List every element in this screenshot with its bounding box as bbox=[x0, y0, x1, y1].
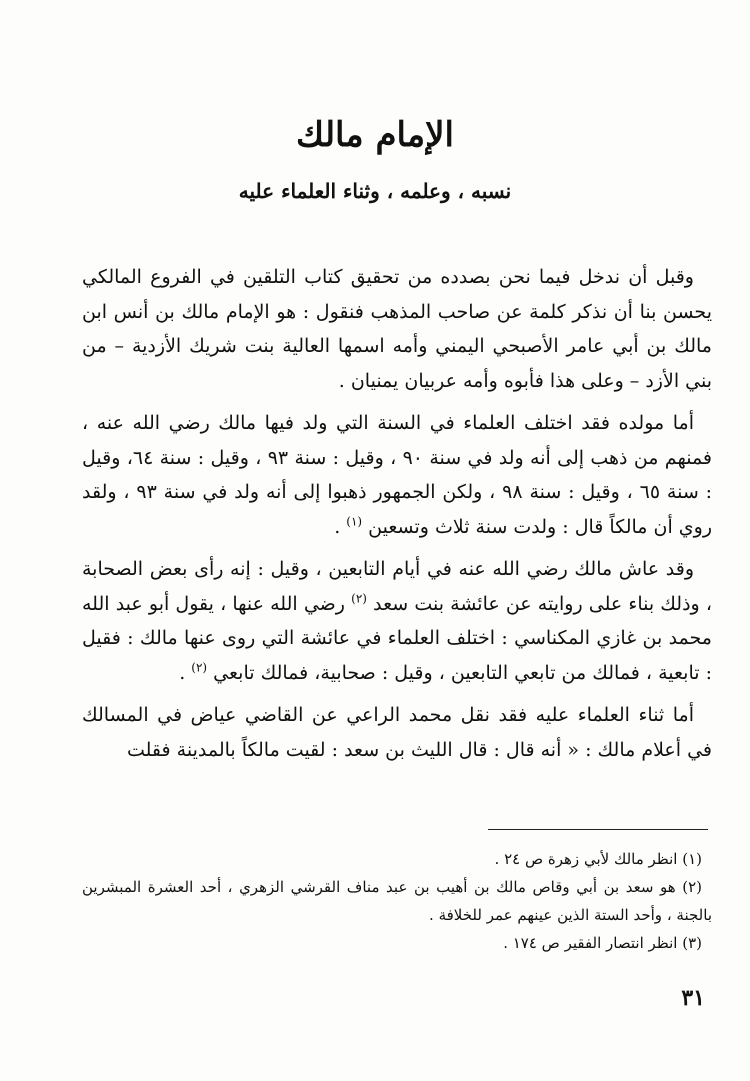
footnote-1: (١) انظر مالك لأبي زهرة ص ٢٤ . bbox=[494, 850, 702, 868]
paragraph-birth-text: أما مولده فقد اختلف العلماء في السنة التي ولد فيها مالك رضي الله عنه ، فمنهم من ذهب إلى أنه ولد في سنة ٩٠ ، وقيل : سنة ٩٣ ، وقيل : سنة ٦٤، وقيل : سنة ٦٥ ، وقيل : سنة ٩٨ ، ولكن الجمهور ذهبوا إلى أنه ولد في سنة ٩٣ ، ولقد روي أن مالكاً قال : ولدت سنة ثلاث وتسعين bbox=[82, 412, 713, 538]
paragraph-life bbox=[82, 552, 712, 690]
footnote-divider bbox=[488, 829, 708, 830]
footnote-marker-2: (٢) bbox=[351, 591, 367, 606]
chapter-title: الإمام مالك bbox=[296, 115, 454, 155]
footnote-2: (٢) هو سعد بن أبي وقاص مالك بن أهيب بن عبد مناف القرشي الزهري ، أحد العشرة المبشرين بالجنة ، وأحد الستة الذين عينهم عمر للخلافة . bbox=[82, 878, 712, 924]
paragraph-birth bbox=[82, 406, 712, 544]
sentence-end: . bbox=[334, 515, 347, 538]
footnotes bbox=[82, 845, 712, 957]
footnote-3: (٣) انظر انتصار الفقير ص ١٧٤ . bbox=[503, 934, 702, 952]
sentence-end: . bbox=[179, 661, 192, 684]
paragraph-life-text-b: رضي الله عنها ، يقول أبو عبد الله محمد بن غازي المكناسي : اختلف العلماء في عائشة التي روى عنها مالك : فقيل : تابعية ، فمالك من تابعي التابعين ، وقيل : صحابية، فمالك تابعي bbox=[82, 592, 712, 684]
page-number: ٣١ bbox=[681, 985, 705, 1011]
paragraph-life-text-a: وقد عاش مالك رضي الله عنه في أيام التابعين ، وقيل : إنه رأى بعض الصحابة ، وذلك بناء على روايته عن عائشة بنت سعد bbox=[82, 558, 712, 615]
paragraph-praise: أما ثناء العلماء عليه فقد نقل محمد الراعي عن القاضي عياض في المسالك في أعلام مالك : « أنه قال : قال الليث بن سعد : لقيت مالكاً بالمدينة فقلت bbox=[82, 704, 712, 761]
footnote-marker-3: (٢) bbox=[191, 660, 208, 675]
footnote-marker-1: (١) bbox=[346, 514, 363, 529]
body-text bbox=[82, 260, 712, 775]
chapter-subtitle: نسبه ، وعلمه ، وثناء العلماء عليه bbox=[238, 179, 512, 203]
paragraph-lineage: وقبل أن ندخل فيما نحن بصدده من تحقيق كتاب التلقين في الفروع المالكي يحسن بنا أن نذكر كلمة عن صاحب المذهب فنقول : هو الإمام مالك بن أنس ابن مالك بن أبي عامر الأصبحي اليمني وأمه اسمها العالية بنت شريك الأزدية – من بني الأزد – وعلى هذا فأبوه وأمه عربيان يمنيان . bbox=[82, 266, 712, 392]
